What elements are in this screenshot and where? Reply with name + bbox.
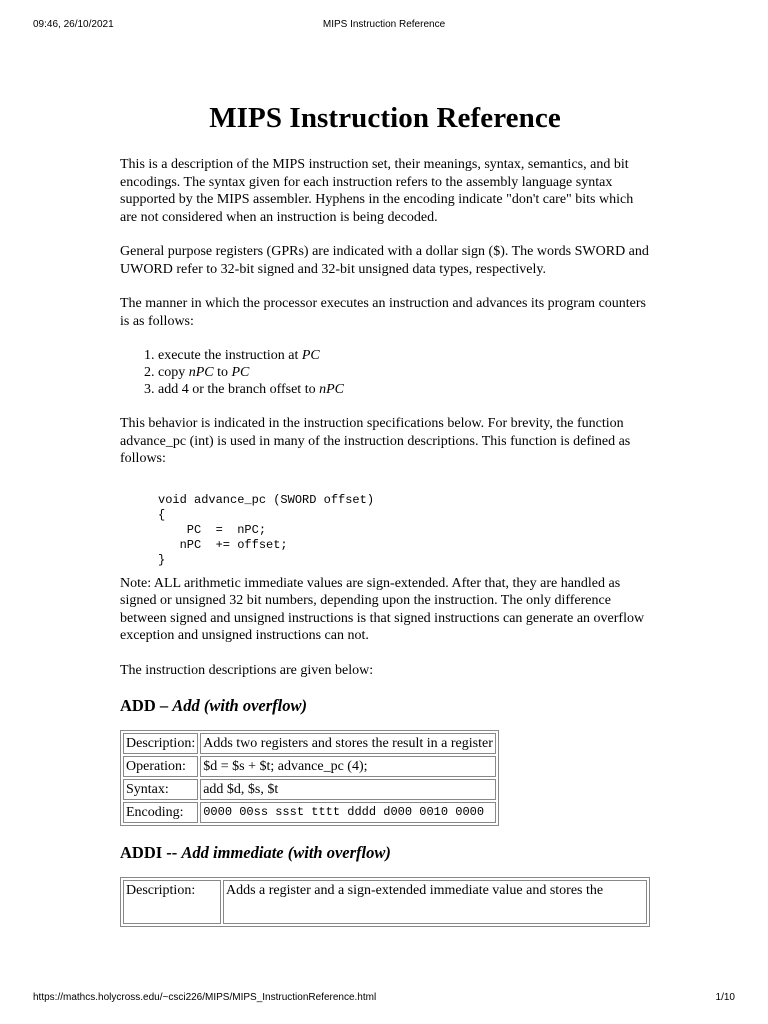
list-item — [158, 364, 650, 381]
instruction-mnemonic: ADD — [120, 696, 156, 715]
step-text: execute the instruction at — [158, 348, 302, 363]
table-row — [123, 733, 496, 754]
row-label: Encoding: — [123, 802, 198, 823]
step-em: PC — [231, 365, 250, 380]
print-page-title: MIPS Instruction Reference — [322, 19, 446, 30]
step-text: add 4 or the branch offset to — [158, 382, 320, 397]
row-label: Syntax: — [123, 779, 198, 800]
document-body — [120, 98, 650, 927]
row-label: Description: — [123, 733, 198, 754]
instruction-heading-addi — [120, 843, 650, 863]
table-row — [123, 802, 496, 823]
step-em: PC — [301, 348, 320, 363]
heading-separator: -- — [162, 843, 182, 862]
table-row — [123, 779, 496, 800]
intro-paragraph-3: The manner in which the processor executes an instruction and advances its program counters is as follows: — [120, 296, 646, 329]
print-page-number: 1/10 — [715, 992, 735, 1003]
instruction-mnemonic: ADDI — [120, 843, 163, 862]
instruction-name: Add immediate (with overflow) — [181, 843, 391, 862]
instruction-name: Add (with overflow) — [172, 696, 307, 715]
row-value: Adds a register and a sign-extended immediate value and stores the — [223, 880, 647, 924]
print-datetime: 09:46, 26/10/2021 — [33, 19, 114, 30]
instruction-table-add — [120, 730, 499, 826]
step-em: nPC — [319, 382, 344, 397]
row-value: add $d, $s, $t — [200, 779, 496, 800]
list-item — [158, 347, 650, 364]
instruction-heading-add — [120, 696, 650, 716]
table-row — [123, 756, 496, 777]
row-label: Description: — [123, 880, 221, 924]
table-row — [123, 880, 647, 924]
list-item — [158, 381, 650, 398]
print-url: https://mathcs.holycross.edu/~csci226/MIPS/MIPS_InstructionReference.html — [33, 992, 377, 1003]
heading-separator: – — [155, 696, 173, 715]
descriptions-intro: The instruction descriptions are given below: — [120, 662, 374, 678]
row-value: Adds two registers and stores the result in a register — [200, 733, 496, 754]
row-value-encoding: 0000 00ss ssst tttt dddd d000 0010 0000 — [200, 802, 496, 823]
step-text: to — [213, 365, 232, 380]
intro-paragraph-2: General purpose registers (GPRs) are indicated with a dollar sign ($). The words SWORD and UWORD refer to 32-bit signed and 32-bit unsigned data types, respectively. — [120, 244, 649, 277]
intro-paragraph-4: This behavior is indicated in the instruction specifications below. For brevity, the function advance_pc (int) is used in many of the instruction descriptions. This function is defined as follows: — [120, 416, 631, 466]
step-em: nPC — [188, 365, 214, 380]
intro-paragraph-1: This is a description of the MIPS instruction set, their meanings, syntax, semantics, and bit encodings. The syntax given for each instruction refers to the assembly language syntax supported by the MIPS assembler. Hyphens in the encoding indicate "don't care" bits which are not considered when an instruction is being decoded. — [120, 157, 634, 225]
row-label: Operation: — [123, 756, 198, 777]
note-paragraph: Note: ALL arithmetic immediate values are sign-extended. After that, they are handled as signed or unsigned 32 bit numbers, depending upon the instruction. The only difference between signed and unsigned instructions is that signed instructions can generate an overflow exception and unsigned instructions can not. — [120, 575, 645, 643]
advance-pc-code: void advance_pc (SWORD offset) { PC = nPC; nPC += offset; } — [158, 492, 375, 567]
row-value: $d = $s + $t; advance_pc (4); — [200, 756, 496, 777]
step-text: copy — [158, 365, 189, 380]
instruction-table-addi — [120, 877, 650, 927]
print-footer — [0, 992, 768, 1006]
execution-steps-list — [120, 347, 650, 398]
print-header — [0, 19, 768, 33]
page-title: MIPS Instruction Reference — [209, 102, 561, 134]
